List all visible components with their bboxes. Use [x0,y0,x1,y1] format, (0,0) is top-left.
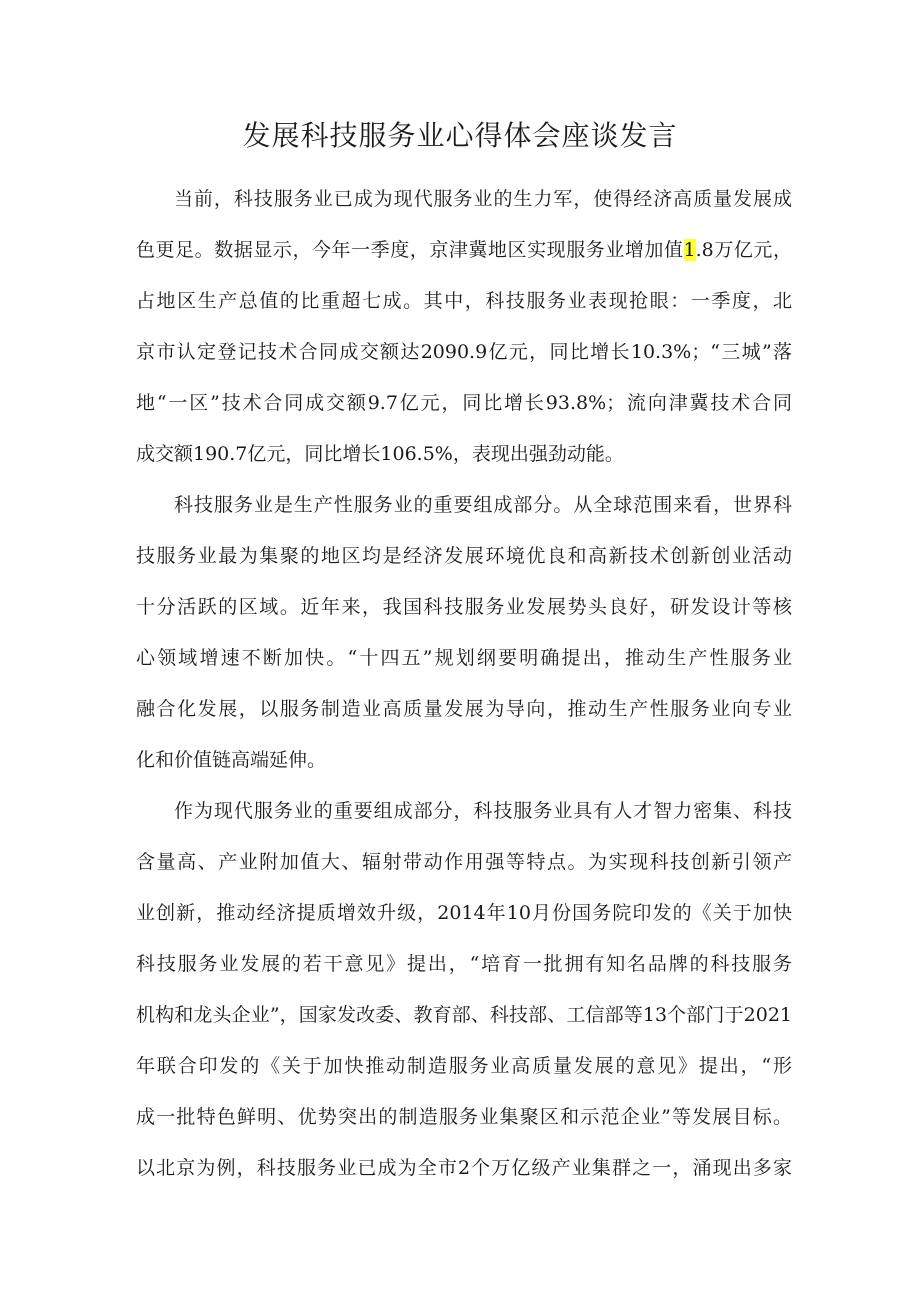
paragraph-line: 机构和龙头企业”，国家发改委、教育部、科技部、工信部等13个部门于2021 [136,1004,792,1026]
paragraph-line: 含量高、产业附加值大、辐射带动作用强等特点。为实现科技创新引领产 [136,851,792,873]
paragraph-line: 以北京为例，科技服务业已成为全市2个万亿级产业集群之一，涌现出多家 [136,1157,792,1179]
paragraph-line: 地“一区”技术合同成交额9.7亿元，同比增长93.8%；流向津冀技术合同 [136,392,792,414]
paragraph-line [136,225,792,276]
paragraph-line: 科技服务业是生产性服务业的重要组成部分。从全球范围来看，世界科 [174,494,792,516]
paragraph-line: 占地区生产总值的比重超七成。其中，科技服务业表现抢眼：一季度，北 [136,290,792,312]
paragraph-line: 业创新，推动经济提质增效升级，2014年10月份国务院印发的《关于加快 [136,902,792,924]
paragraph-line: 作为现代服务业的重要组成部分，科技服务业具有人才智力密集、科技 [174,800,792,822]
paragraph-3 [136,786,792,1194]
line-text: .8万亿元， [695,239,792,261]
paragraph-line: 成交额190.7亿元，同比增长106.5%，表现出强劲动能。 [136,443,624,465]
paragraph-line: 心领域增速不断加快。“十四五”规划纲要明确提出，推动生产性服务业 [136,647,792,669]
paragraph-line: 当前，科技服务业已成为现代服务业的生力军，使得经济高质量发展成 [174,188,792,210]
paragraph-1 [136,174,792,480]
paragraph-line: 十分活跃的区域。近年来，我国科技服务业发展势头良好，研发设计等核 [136,596,792,618]
paragraph-2 [136,480,792,786]
paragraph-line: 技服务业最为集聚的地区均是经济发展环境优良和高新技术创新创业活动 [136,545,792,567]
document-title: 发展科技服务业心得体会座谈发言 [242,119,678,152]
paragraph-line: 科技服务业发展的若干意见》提出，“培育一批拥有知名品牌的科技服务 [136,953,792,975]
line-text: 色更足。数据显示，今年一季度，京津冀地区实现服务业增加值 [136,239,684,261]
paragraph-line: 成一批特色鲜明、优势突出的制造服务业集聚区和示范企业”等发展目标。 [136,1106,792,1128]
paragraph-line: 年联合印发的《关于加快推动制造服务业高质量发展的意见》提出，“形 [136,1055,792,1077]
highlighted-text: 1 [683,239,696,261]
paragraph-line: 化和价值链高端延伸。 [136,749,327,771]
paragraph-line: 融合化发展，以服务制造业高质量发展为导向，推动生产性服务业向专业 [136,698,792,720]
paragraph-line: 京市认定登记技术合同成交额达2090.9亿元，同比增长10.3%；“三城”落 [136,341,792,363]
